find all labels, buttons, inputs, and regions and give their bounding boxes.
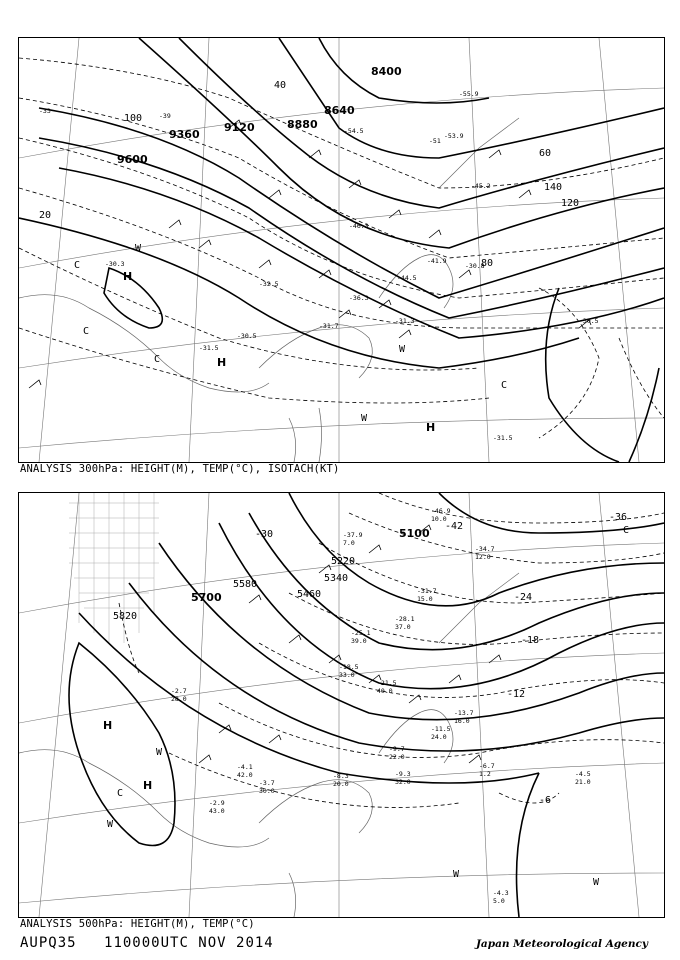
height-label: 8880 xyxy=(287,118,318,131)
dewpoint-value: 12.0 xyxy=(475,553,491,561)
temp-value: -34.7 xyxy=(475,545,495,553)
high-pressure-marker: H xyxy=(123,270,133,283)
bulletin-code: AUPQ35 xyxy=(20,935,77,951)
isotherm-label: -36 xyxy=(609,512,628,523)
temp-value: -18.5 xyxy=(339,663,359,671)
isotach-label: 100 xyxy=(124,113,143,124)
dewpoint-value: 37.0 xyxy=(395,623,411,631)
temp-value: -4.3 xyxy=(493,889,509,897)
temp-value: -55.9 xyxy=(459,90,479,98)
height-contours xyxy=(69,493,664,917)
height-label: 9120 xyxy=(224,121,255,134)
temp-value: -8.3 xyxy=(333,772,349,780)
temp-value: -3.7 xyxy=(259,779,275,787)
height-label: 8640 xyxy=(324,104,355,117)
temp-value: -53.9 xyxy=(444,132,464,140)
graticule xyxy=(19,38,664,462)
temp-value: -31.7 xyxy=(417,587,437,595)
height-label: 9360 xyxy=(169,128,200,141)
isotach-label: 80 xyxy=(481,258,494,269)
temp-value: -30.3 xyxy=(105,260,125,268)
high-pressure-marker: H xyxy=(143,779,153,792)
height-label: 5340 xyxy=(324,573,349,584)
temp-value: -46.3 xyxy=(349,222,369,230)
temp-value: -11.5 xyxy=(431,725,451,733)
chart-300hpa xyxy=(18,37,665,463)
dewpoint-value: 32.0 xyxy=(395,778,411,786)
dewpoint-value: 22.0 xyxy=(389,753,405,761)
temp-value: -37.9 xyxy=(343,531,363,539)
temp-value: -9.7 xyxy=(389,745,405,753)
temp-value: -28.1 xyxy=(395,615,415,623)
temp-value: -31.3 xyxy=(395,317,415,325)
chart-300hpa-canvas xyxy=(19,38,664,462)
temp-value: -6.7 xyxy=(479,762,495,770)
isotach-label: 40 xyxy=(274,80,287,91)
isotherm-label: -18 xyxy=(521,635,540,646)
dewpoint-value: 1.2 xyxy=(479,770,491,778)
dewpoint-value: 15.0 xyxy=(417,595,433,603)
temp-value: -41.9 xyxy=(427,257,447,265)
temp-value: -33 xyxy=(39,107,51,115)
height-label: 5220 xyxy=(331,556,356,567)
temp-value: -2.9 xyxy=(209,799,225,807)
temp-value: -2.7 xyxy=(171,687,187,695)
cold-marker: C xyxy=(83,326,90,337)
isotach-label: 20 xyxy=(39,210,52,221)
dewpoint-value: 7.0 xyxy=(343,539,355,547)
isotherm-label: -24 xyxy=(514,592,533,603)
chart-300hpa-caption: ANALYSIS 300hPa: HEIGHT(M), TEMP(°C), ISOTACH(KT) xyxy=(20,463,340,475)
temp-value: -30.8 xyxy=(465,262,485,270)
wind-barbs xyxy=(29,120,591,388)
bulletin-header xyxy=(20,935,292,951)
height-label: 5820 xyxy=(113,611,138,622)
chart-500hpa xyxy=(18,492,665,918)
dewpoint-value: 20.0 xyxy=(333,780,349,788)
cold-marker: C xyxy=(74,260,81,271)
warm-marker: W xyxy=(453,869,460,880)
warm-marker: W xyxy=(135,243,142,254)
cold-marker: C xyxy=(154,354,161,365)
height-label: 5700 xyxy=(191,591,222,604)
warm-marker: W xyxy=(593,877,600,888)
coastline xyxy=(19,118,519,462)
temp-value: -25.1 xyxy=(351,629,371,637)
height-label: 5580 xyxy=(233,579,258,590)
temp-value: -54.5 xyxy=(344,127,364,135)
high-pressure-marker: H xyxy=(103,719,113,732)
temp-value: -4.1 xyxy=(237,763,253,771)
temp-value: -39 xyxy=(159,112,171,120)
cold-marker: C xyxy=(501,380,508,391)
temp-value: -9.3 xyxy=(395,770,411,778)
height-contours xyxy=(19,38,664,462)
temp-value: -31.7 xyxy=(319,322,339,330)
warm-marker: W xyxy=(107,819,114,830)
dewpoint-value: 43.0 xyxy=(209,807,225,815)
chart-500hpa-caption: ANALYSIS 500hPa: HEIGHT(M), TEMP(°C) xyxy=(20,918,255,930)
isotherm-label: -12 xyxy=(507,689,526,700)
height-label: 8400 xyxy=(371,65,402,78)
temp-value: -31.5 xyxy=(199,344,219,352)
high-pressure-marker: H xyxy=(426,421,436,434)
dewpoint-value: 5.0 xyxy=(493,897,505,905)
temp-value: -30.5 xyxy=(579,317,599,325)
temp-value: -4.5 xyxy=(575,770,591,778)
isotach-label: 60 xyxy=(539,148,552,159)
warm-marker: W xyxy=(156,747,163,758)
isotherm-label: -42 xyxy=(445,521,464,532)
isotach-label: 120 xyxy=(561,198,580,209)
dewpoint-value: 30.0 xyxy=(259,787,275,795)
temp-value: -30.5 xyxy=(237,332,257,340)
temp-value: -36.3 xyxy=(349,294,369,302)
height-label: 9600 xyxy=(117,153,148,166)
temp-value: -31.5 xyxy=(493,434,513,442)
dewpoint-value: 40.0 xyxy=(377,687,393,695)
agency-name: Japan Meteorological Agency xyxy=(475,938,648,950)
isotherm-label: -6 xyxy=(539,795,552,806)
cold-marker: C xyxy=(623,525,630,536)
dewpoint-value: 28.0 xyxy=(171,695,187,703)
dewpoint-value: 33.0 xyxy=(339,671,355,679)
dewpoint-value: 39.0 xyxy=(351,637,367,645)
high-pressure-marker: H xyxy=(217,356,227,369)
warm-marker: W xyxy=(361,413,368,424)
temp-value: -21.5 xyxy=(377,679,397,687)
temp-value: -45.2 xyxy=(471,182,491,190)
dewpoint-value: 42.0 xyxy=(237,771,253,779)
cold-marker: C xyxy=(117,788,124,799)
temp-value: -32.5 xyxy=(259,280,279,288)
chart-500hpa-canvas xyxy=(19,493,664,917)
dewpoint-value: 16.0 xyxy=(454,717,470,725)
temp-value: -46.9 xyxy=(431,507,451,515)
temp-value: -13.7 xyxy=(454,709,474,717)
dewpoint-value: 10.0 xyxy=(431,515,447,523)
height-label: 5100 xyxy=(399,527,430,540)
dewpoint-value: 24.0 xyxy=(431,733,447,741)
height-label: 5460 xyxy=(297,589,322,600)
temp-value: -44.5 xyxy=(397,274,417,282)
isotherm-label: -30 xyxy=(255,529,274,540)
warm-marker: W xyxy=(399,344,406,355)
dewpoint-value: 21.0 xyxy=(575,778,591,786)
isotach-label: 140 xyxy=(544,182,563,193)
temp-value: -51 xyxy=(429,137,441,145)
temperature-values xyxy=(171,507,591,905)
bulletin-datetime: 110000UTC NOV 2014 xyxy=(104,935,274,951)
